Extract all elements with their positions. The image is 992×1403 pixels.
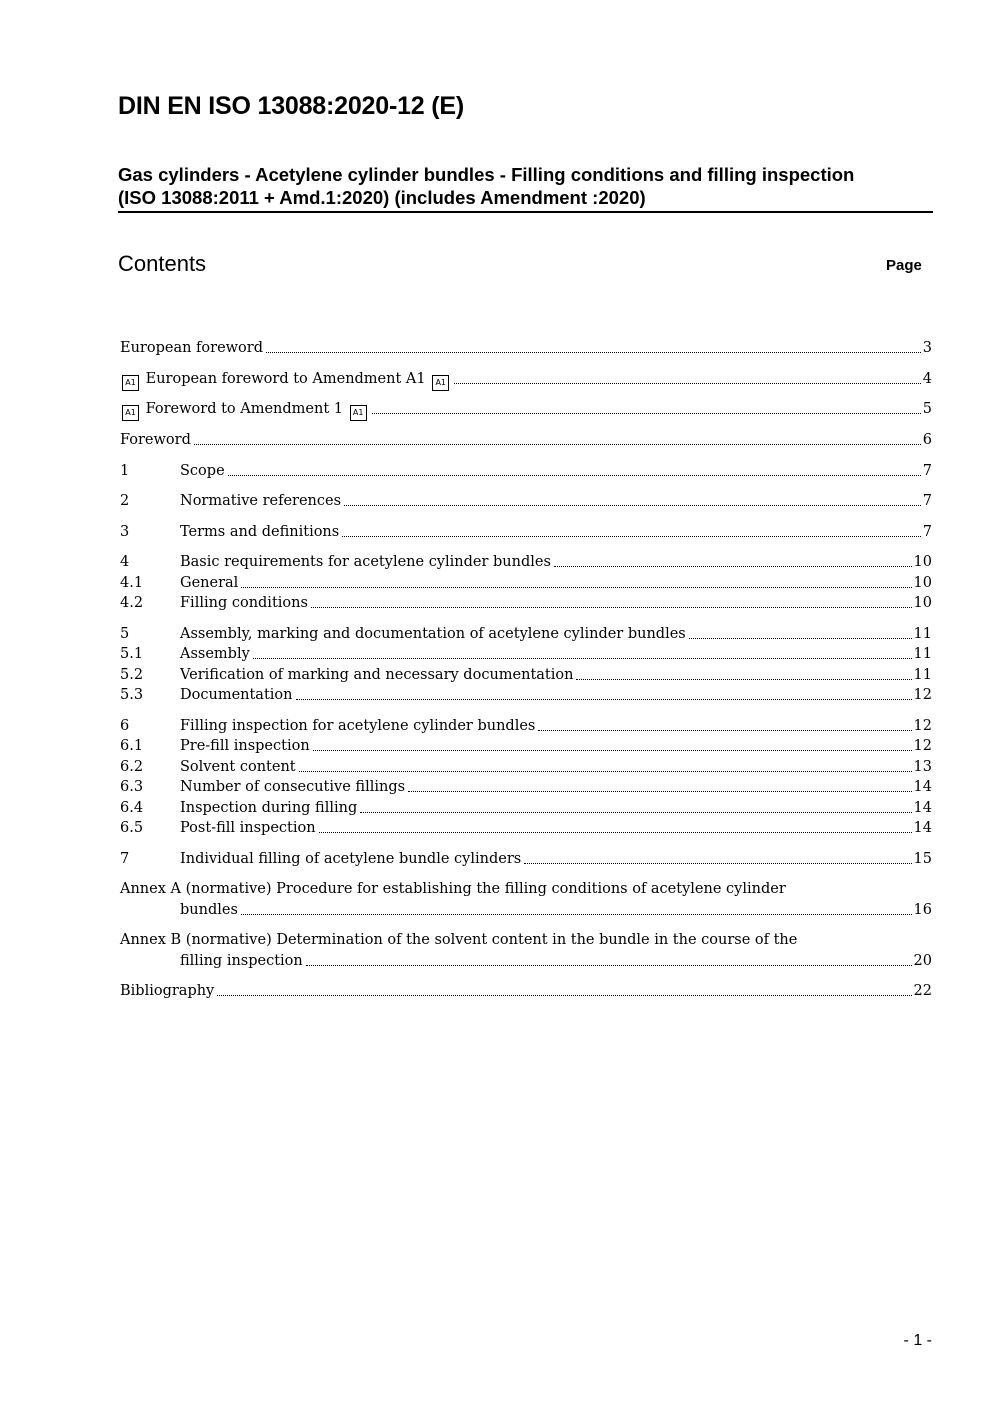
toc-entry-title: European foreword [120, 340, 264, 356]
toc-entry-title: Post-fill inspection [180, 820, 316, 836]
toc-entry-page: 7 [922, 524, 932, 540]
dot-leader [266, 338, 921, 353]
toc-entry-title: Bibliography [120, 983, 215, 999]
toc-entry-title: Terms and definitions [180, 524, 340, 540]
toc-entry-number: 6.2 [120, 759, 144, 775]
toc-entry-page: 22 [913, 983, 932, 999]
toc-entry-page: 13 [913, 759, 932, 775]
dot-leader [344, 491, 921, 506]
toc-entry[interactable] [120, 624, 932, 644]
toc-entry-title: Pre-fill inspection [180, 738, 310, 754]
toc-entry-page: 11 [913, 626, 932, 642]
dot-leader [194, 430, 921, 445]
toc-entry-page: 12 [913, 718, 932, 734]
toc-entry[interactable] [120, 849, 932, 869]
toc-entry-number: 6.5 [120, 820, 144, 836]
toc-entry-page: 10 [913, 575, 932, 591]
toc-entry[interactable] [120, 798, 932, 818]
dot-leader [576, 665, 911, 680]
amendment-end-icon: A1 [350, 405, 367, 421]
page-number: - 1 - [903, 1332, 932, 1349]
toc-entry[interactable] [120, 552, 932, 572]
dot-leader [306, 951, 912, 966]
toc-entry-title: General [180, 575, 239, 591]
toc-annex-a-heading[interactable]: Annex A (normative) Procedure for establishing the filling conditions of acetylene cylinder [120, 881, 786, 897]
toc-entry-page: 16 [913, 902, 932, 918]
toc-entry[interactable] [120, 522, 932, 542]
toc-entry[interactable] [120, 981, 932, 1001]
toc-entry[interactable] [120, 665, 932, 685]
toc-entry-title: Basic requirements for acetylene cylinder bundles [180, 554, 551, 570]
toc-entry-page: 20 [913, 953, 932, 969]
toc-entry-number: 6 [120, 718, 130, 734]
toc-entry-page: 14 [913, 800, 932, 816]
toc-entry-title: Scope [180, 463, 225, 479]
toc-entry-page: 11 [913, 646, 932, 662]
amendment-end-icon: A1 [432, 375, 449, 391]
toc-entry-title: Normative references [180, 493, 342, 509]
toc-entry-number: 6.1 [120, 738, 144, 754]
toc-entry-title: Foreword [120, 432, 191, 448]
dot-leader [253, 644, 912, 659]
toc-entry-title: Foreword to Amendment 1 [145, 401, 344, 417]
dot-leader [360, 798, 911, 813]
toc-entry-number: 4 [120, 554, 130, 570]
toc-entry-page: 11 [913, 667, 932, 683]
toc-entry-number: 5 [120, 626, 130, 642]
dot-leader [241, 573, 911, 588]
toc-entry-number: 5.2 [120, 667, 144, 683]
toc-entry[interactable] [120, 369, 932, 389]
dot-leader [454, 369, 921, 384]
title-line-1: Gas cylinders - Acetylene cylinder bundles - Filling conditions and filling inspection [118, 164, 855, 185]
toc-entry-title: filling inspection [180, 953, 303, 969]
title-line-2: (ISO 13088:2011 + Amd.1:2020) (includes Amendment :2020) [118, 187, 646, 208]
toc-entry-number: 7 [120, 851, 130, 867]
toc-entry[interactable] [120, 644, 932, 664]
toc-entry-page: 12 [913, 738, 932, 754]
toc-entry-number: 6.3 [120, 779, 144, 795]
toc-entry-page: 10 [913, 554, 932, 570]
toc-entry-number: 1 [120, 463, 130, 479]
toc-entry-page: 5 [922, 401, 932, 417]
toc-entry-title: Individual filling of acetylene bundle cylinders [180, 851, 522, 867]
dot-leader [524, 849, 911, 864]
toc-entry[interactable] [120, 461, 932, 481]
toc-entry-number: 5.1 [120, 646, 144, 662]
dot-leader [538, 716, 911, 731]
toc-entry-title: Filling inspection for acetylene cylinder bundles [180, 718, 536, 734]
toc-entry[interactable] [120, 593, 932, 613]
toc-entry[interactable] [120, 757, 932, 777]
toc-entry-title: Verification of marking and necessary documentation [180, 667, 574, 683]
toc-entry-number: 4.2 [120, 595, 144, 611]
amendment-start-icon: A1 [122, 375, 139, 391]
toc-entry-title: European foreword to Amendment A1 [145, 371, 426, 387]
contents-heading: Contents [118, 251, 207, 276]
toc-entry[interactable] [120, 736, 932, 756]
toc-entry-number: 3 [120, 524, 130, 540]
toc-entry[interactable] [120, 716, 932, 736]
toc-entry[interactable] [120, 399, 932, 419]
dot-leader [313, 736, 912, 751]
toc-entry[interactable] [120, 951, 932, 971]
dot-leader [217, 981, 911, 996]
toc-entry-number: 5.3 [120, 687, 144, 703]
toc-entry-title: Inspection during filling [180, 800, 358, 816]
toc-entry-number: 4.1 [120, 575, 144, 591]
toc-entry[interactable] [120, 573, 932, 593]
dot-leader [241, 900, 912, 915]
toc-entry-number: 2 [120, 493, 130, 509]
toc-entry-page: 3 [922, 340, 932, 356]
toc-entry-page: 6 [922, 432, 932, 448]
toc-entry[interactable] [120, 818, 932, 838]
dot-leader [311, 593, 912, 608]
toc-entry-page: 10 [913, 595, 932, 611]
toc-entry[interactable] [120, 685, 932, 705]
dot-leader [408, 777, 911, 792]
toc-entry[interactable] [120, 491, 932, 511]
dot-leader [296, 685, 912, 700]
dot-leader [372, 399, 921, 414]
toc-entry[interactable] [120, 900, 932, 920]
dot-leader [342, 522, 921, 537]
toc-entry-title: Number of consecutive fillings [180, 779, 406, 795]
toc-entry[interactable] [120, 430, 932, 450]
toc-annex-b-heading[interactable]: Annex B (normative) Determination of the solvent content in the bundle in the course of the [120, 932, 798, 948]
toc-entry[interactable] [120, 338, 932, 358]
document-number: DIN EN ISO 13088:2020-12 (E) [118, 92, 464, 120]
toc-entry[interactable] [120, 777, 932, 797]
toc-entry-page: 14 [913, 820, 932, 836]
toc-entry-number: 6.4 [120, 800, 144, 816]
dot-leader [228, 461, 921, 476]
toc-entry-title: Solvent content [180, 759, 296, 775]
toc-entry-page: 12 [913, 687, 932, 703]
dot-leader [299, 757, 912, 772]
toc-entry-page: 14 [913, 779, 932, 795]
dot-leader [319, 818, 912, 833]
toc-entry-page: 15 [913, 851, 932, 867]
document-title [118, 163, 933, 213]
dot-leader [554, 552, 912, 567]
toc-entry-page: 4 [922, 371, 932, 387]
toc-entry-page: 7 [922, 463, 932, 479]
toc-entry-title: Assembly, marking and documentation of acetylene cylinder bundles [180, 626, 686, 642]
dot-leader [689, 624, 912, 639]
toc-entry-title: Filling conditions [180, 595, 308, 611]
amendment-start-icon: A1 [122, 405, 139, 421]
toc-entry-title: Documentation [180, 687, 293, 703]
toc-entry-page: 7 [922, 493, 932, 509]
page-column-label: Page [886, 257, 922, 274]
toc-entry-title: Assembly [180, 646, 250, 662]
toc-entry-title: bundles [180, 902, 238, 918]
